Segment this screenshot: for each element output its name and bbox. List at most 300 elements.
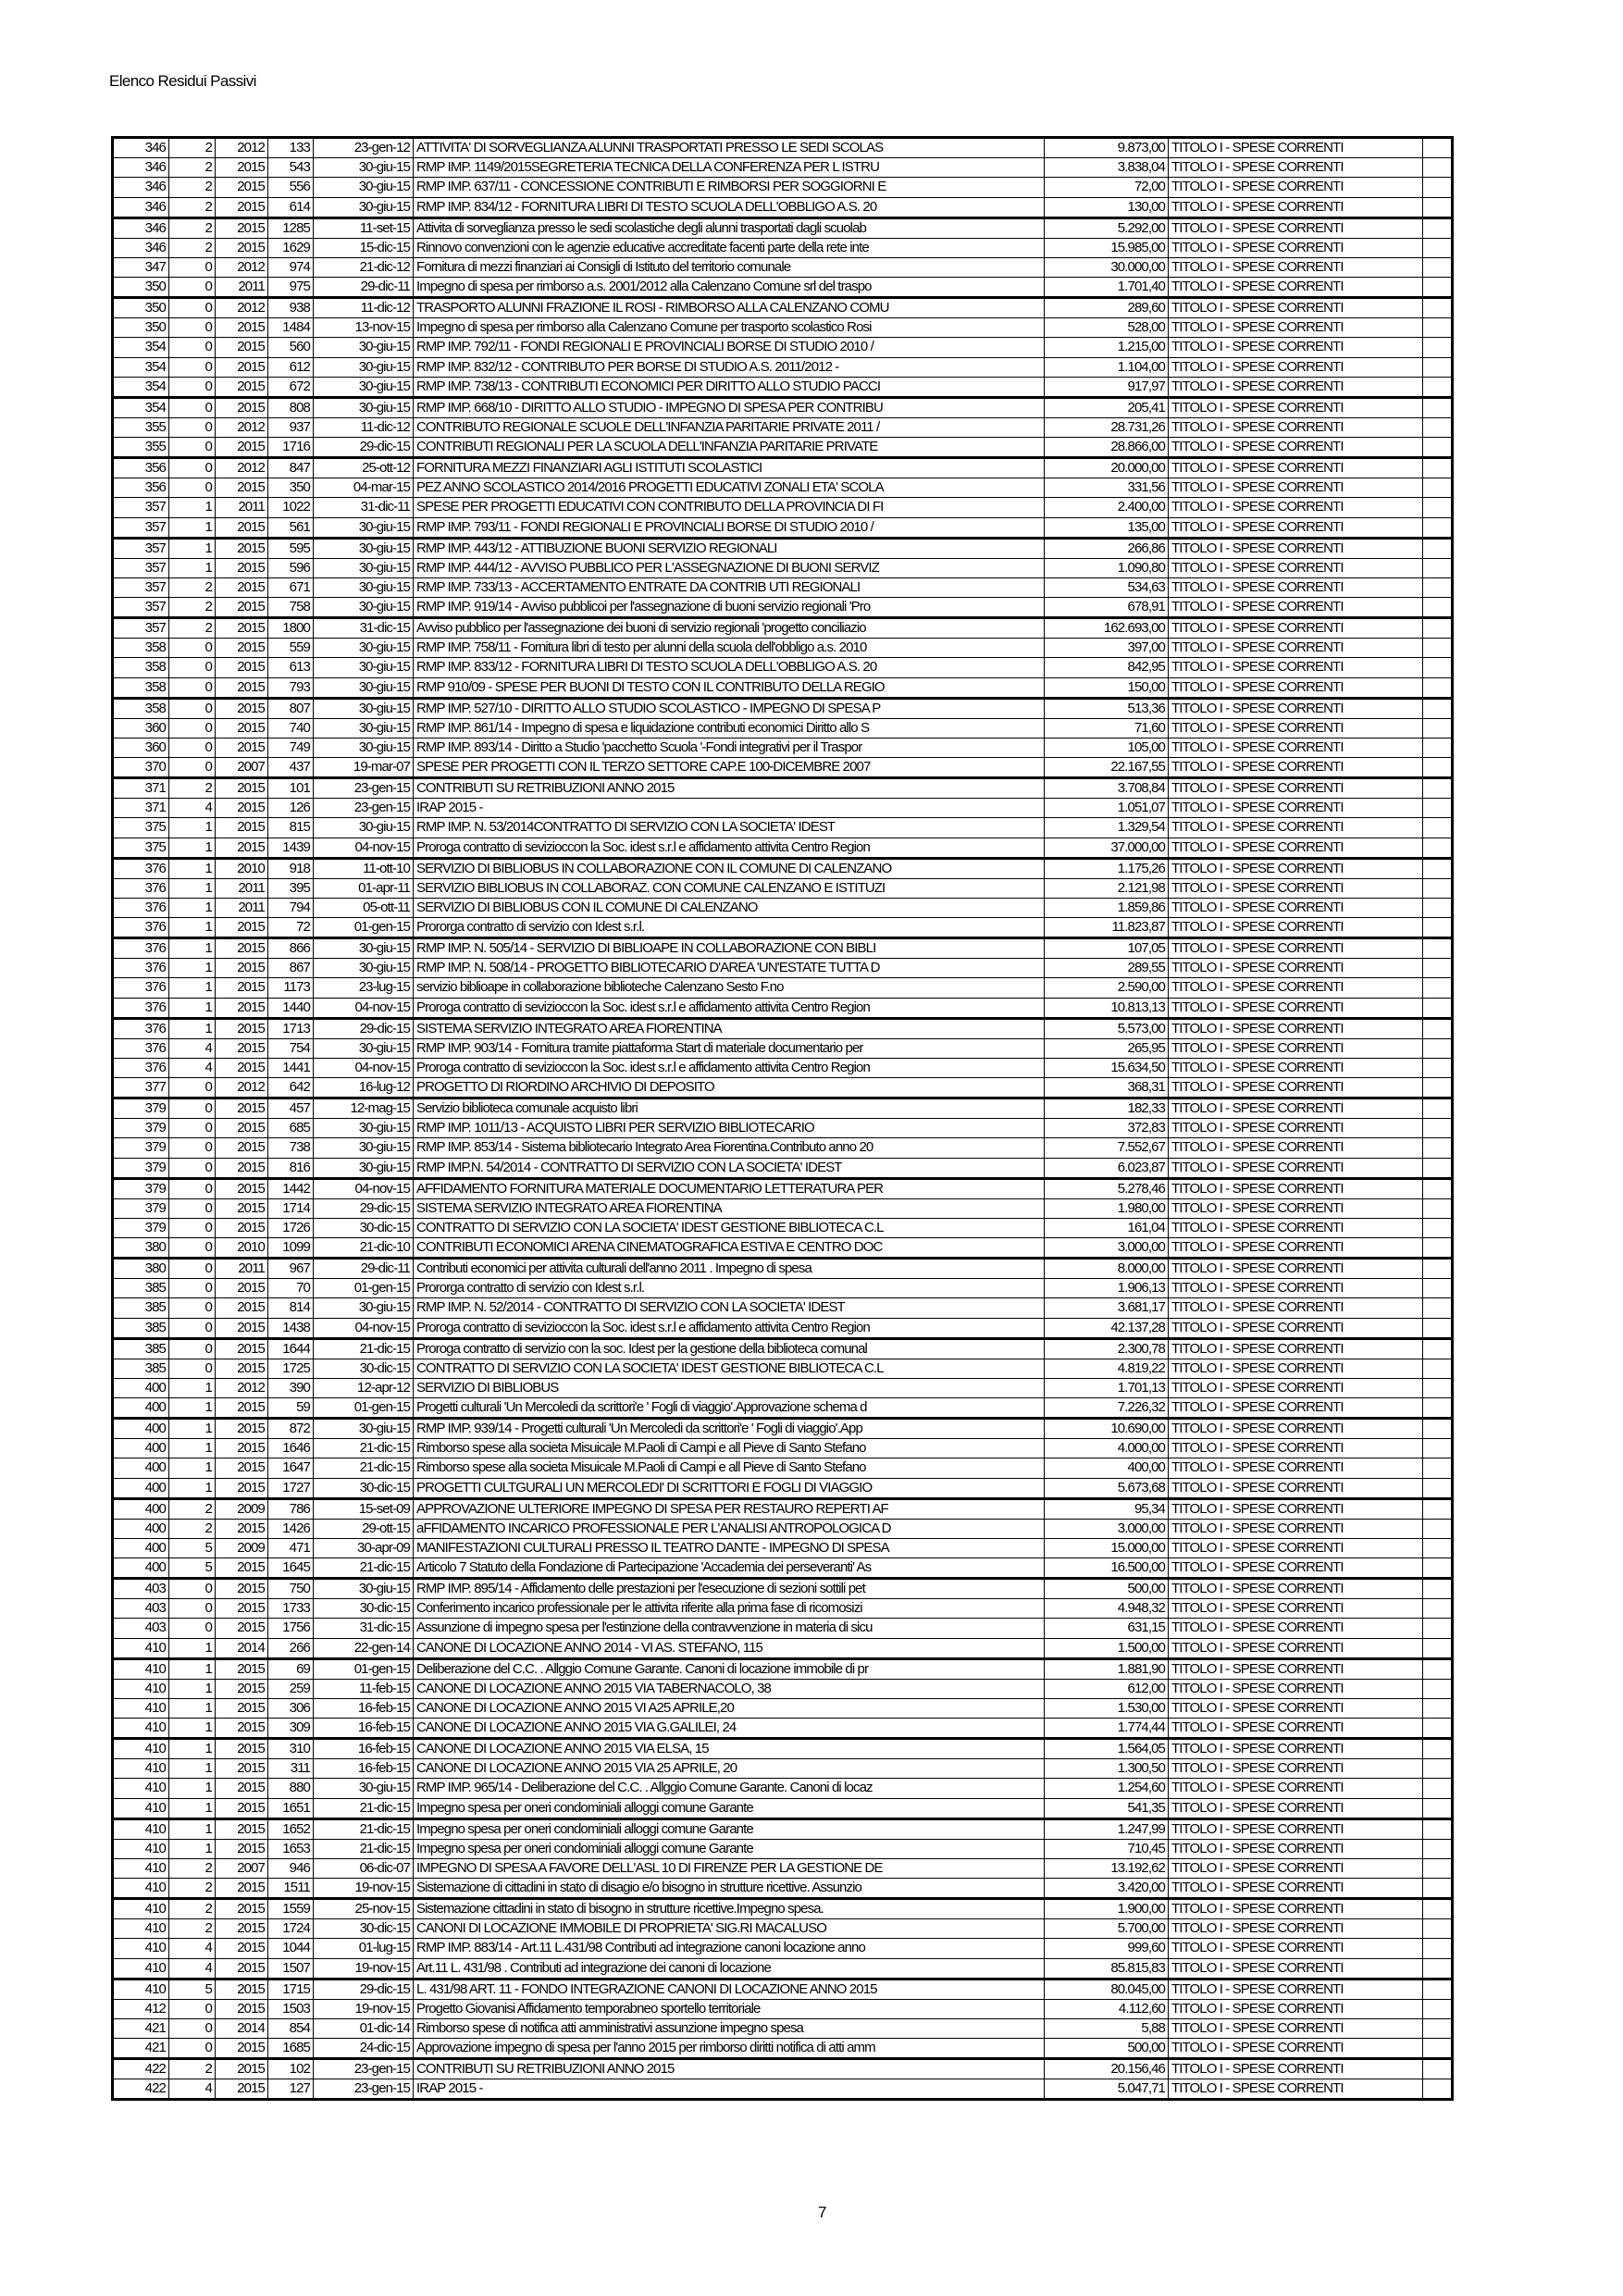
cell-titolo: TITOLO I - SPESE CORRENTI	[1169, 138, 1423, 158]
cell-anno: 2015	[216, 718, 268, 738]
cell-anno: 2015	[216, 1458, 268, 1478]
cell-articolo: 0	[169, 298, 216, 318]
cell-titolo: TITOLO I - SPESE CORRENTI	[1169, 778, 1423, 799]
cell-anno: 2015	[216, 1138, 268, 1158]
cell-data: 31-dic-11	[314, 498, 414, 517]
cell-anno: 2015	[216, 558, 268, 577]
table-row	[113, 758, 1453, 778]
table-row	[113, 178, 1453, 197]
cell-articolo: 0	[169, 1119, 216, 1138]
cell-capitolo: 357	[113, 598, 169, 618]
cell-anno: 2015	[216, 1658, 268, 1679]
table-row	[113, 238, 1453, 257]
cell-data: 21-dic-10	[314, 1238, 414, 1259]
cell-anno: 2007	[216, 1858, 268, 1878]
table-row	[113, 799, 1453, 818]
cell-impegno: 102	[268, 2059, 314, 2079]
cell-titolo: TITOLO I - SPESE CORRENTI	[1169, 357, 1423, 377]
cell-capitolo: 376	[113, 959, 169, 978]
cell-impegno: 1726	[268, 1218, 314, 1237]
cell-extra	[1423, 898, 1453, 917]
cell-titolo: TITOLO I - SPESE CORRENTI	[1169, 1919, 1423, 1939]
cell-data: 30-giu-15	[314, 1138, 414, 1158]
cell-articolo: 5	[169, 1979, 216, 1999]
cell-titolo: TITOLO I - SPESE CORRENTI	[1169, 1398, 1423, 1419]
cell-articolo: 4	[169, 799, 216, 818]
cell-articolo: 1	[169, 1658, 216, 1679]
cell-importo: 161,04	[1045, 1218, 1169, 1237]
cell-capitolo: 410	[113, 1958, 169, 1979]
cell-importo: 3.420,00	[1045, 1879, 1169, 1899]
table-row	[113, 1658, 1453, 1679]
cell-importo: 5.700,00	[1045, 1919, 1169, 1939]
cell-capitolo: 358	[113, 677, 169, 698]
cell-importo: 397,00	[1045, 639, 1169, 658]
cell-data: 30-giu-15	[314, 1038, 414, 1058]
cell-data: 30-giu-15	[314, 598, 414, 618]
table-row	[113, 878, 1453, 898]
cell-titolo: TITOLO I - SPESE CORRENTI	[1169, 1839, 1423, 1858]
cell-impegno: 69	[268, 1658, 314, 1679]
table-row	[113, 778, 1453, 799]
cell-capitolo: 357	[113, 498, 169, 517]
cell-extra	[1423, 538, 1453, 558]
cell-articolo: 0	[169, 458, 216, 478]
cell-capitolo: 421	[113, 2039, 169, 2059]
cell-impegno: 738	[268, 1138, 314, 1158]
table-row	[113, 197, 1453, 217]
cell-titolo: TITOLO I - SPESE CORRENTI	[1169, 1679, 1423, 1698]
cell-extra	[1423, 1899, 1453, 1919]
cell-data: 16-feb-15	[314, 1719, 414, 1739]
cell-data: 19-nov-15	[314, 1958, 414, 1979]
cell-articolo: 1	[169, 1378, 216, 1397]
cell-capitolo: 357	[113, 577, 169, 597]
cell-titolo: TITOLO I - SPESE CORRENTI	[1169, 2079, 1423, 2100]
cell-importo: 7.552,67	[1045, 1138, 1169, 1158]
table-row	[113, 938, 1453, 959]
cell-anno: 2015	[216, 1979, 268, 1999]
cell-importo: 162.693,00	[1045, 618, 1169, 639]
cell-extra	[1423, 1818, 1453, 1839]
cell-impegno: 612	[268, 357, 314, 377]
cell-data: 04-nov-15	[314, 1178, 414, 1198]
cell-descrizione: CONTRIBUTO REGIONALE SCUOLE DELL'INFANZIA PARITARIE PRIVATE 2011 /	[414, 417, 1045, 437]
table-row	[113, 158, 1453, 178]
cell-titolo: TITOLO I - SPESE CORRENTI	[1169, 397, 1423, 417]
cell-impegno: 1044	[268, 1939, 314, 1958]
table-row	[113, 1919, 1453, 1939]
cell-titolo: TITOLO I - SPESE CORRENTI	[1169, 377, 1423, 397]
cell-titolo: TITOLO I - SPESE CORRENTI	[1169, 1719, 1423, 1739]
cell-anno: 2015	[216, 1679, 268, 1698]
cell-articolo: 0	[169, 478, 216, 498]
cell-descrizione: Progetto Giovanisi Affidamento temporabneo sportello territoriale	[414, 1999, 1045, 2018]
cell-articolo: 2	[169, 1899, 216, 1919]
cell-anno: 2015	[216, 1198, 268, 1218]
table-row	[113, 1119, 1453, 1138]
cell-extra	[1423, 1619, 1453, 1638]
cell-descrizione: RMP IMP. N. 52/2014 - CONTRATTO DI SERVIZIO CON LA SOCIETA' IDEST	[414, 1298, 1045, 1318]
cell-importo: 1.254,60	[1045, 1779, 1169, 1798]
cell-anno: 2015	[216, 397, 268, 417]
cell-impegno: 866	[268, 938, 314, 959]
cell-articolo: 4	[169, 1939, 216, 1958]
cell-extra	[1423, 1198, 1453, 1218]
cell-impegno: 561	[268, 517, 314, 538]
cell-articolo: 0	[169, 718, 216, 738]
cell-data: 30-dic-15	[314, 1359, 414, 1378]
cell-importo: 631,15	[1045, 1619, 1169, 1638]
cell-impegno: 1652	[268, 1818, 314, 1839]
cell-capitolo: 380	[113, 1238, 169, 1259]
table-row	[113, 1018, 1453, 1038]
cell-titolo: TITOLO I - SPESE CORRENTI	[1169, 898, 1423, 917]
cell-capitolo: 400	[113, 1419, 169, 1439]
cell-importo: 42.137,28	[1045, 1318, 1169, 1338]
cell-data: 29-dic-15	[314, 1018, 414, 1038]
cell-importo: 534,63	[1045, 577, 1169, 597]
cell-anno: 2015	[216, 598, 268, 618]
cell-capitolo: 376	[113, 1018, 169, 1038]
cell-anno: 2015	[216, 197, 268, 217]
cell-importo: 1.300,50	[1045, 1759, 1169, 1779]
cell-anno: 2015	[216, 1439, 268, 1458]
cell-articolo: 2	[169, 2059, 216, 2079]
cell-titolo: TITOLO I - SPESE CORRENTI	[1169, 978, 1423, 998]
table-row	[113, 918, 1453, 938]
cell-articolo: 1	[169, 1719, 216, 1739]
cell-articolo: 1	[169, 558, 216, 577]
cell-anno: 2015	[216, 318, 268, 338]
table-row	[113, 298, 1453, 318]
table-row	[113, 1579, 1453, 1599]
table-row	[113, 1238, 1453, 1259]
cell-data: 06-dic-07	[314, 1858, 414, 1878]
cell-titolo: TITOLO I - SPESE CORRENTI	[1169, 1999, 1423, 2018]
cell-importo: 372,83	[1045, 1119, 1169, 1138]
cell-anno: 2010	[216, 858, 268, 878]
cell-importo: 1.564,05	[1045, 1739, 1169, 1759]
cell-impegno: 937	[268, 417, 314, 437]
cell-importo: 8.000,00	[1045, 1259, 1169, 1279]
cell-articolo: 0	[169, 1198, 216, 1218]
cell-importo: 5.573,00	[1045, 1018, 1169, 1038]
cell-articolo: 0	[169, 1238, 216, 1259]
cell-descrizione: APPROVAZIONE ULTERIORE IMPEGNO DI SPESA PER RESTAURO REPERTI AF	[414, 1498, 1045, 1519]
cell-importo: 999,60	[1045, 1939, 1169, 1958]
cell-titolo: TITOLO I - SPESE CORRENTI	[1169, 1579, 1423, 1599]
cell-impegno: 867	[268, 959, 314, 978]
cell-descrizione: RMP IMP. 637/11 - CONCESSIONE CONTRIBUTI E RIMBORSI PER SOGGIORNI E	[414, 178, 1045, 197]
cell-articolo: 2	[169, 1858, 216, 1878]
cell-importo: 28.731,26	[1045, 417, 1169, 437]
cell-descrizione: Prororga contratto di servizio con Idest s.r.l.	[414, 1279, 1045, 1298]
table-row	[113, 1458, 1453, 1478]
cell-data: 11-dic-12	[314, 298, 414, 318]
cell-capitolo: 410	[113, 1979, 169, 1999]
cell-extra	[1423, 1439, 1453, 1458]
cell-titolo: TITOLO I - SPESE CORRENTI	[1169, 1458, 1423, 1478]
cell-capitolo: 357	[113, 618, 169, 639]
cell-data: 30-giu-15	[314, 1158, 414, 1178]
cell-descrizione: CONTRIBUTI REGIONALI PER LA SCUOLA DELL'INFANZIA PARITARIE PRIVATE	[414, 438, 1045, 458]
cell-importo: 1.215,00	[1045, 338, 1169, 357]
table-row	[113, 1899, 1453, 1919]
table-row	[113, 598, 1453, 618]
cell-data: 30-dic-15	[314, 1919, 414, 1939]
cell-descrizione: CONTRATTO DI SERVIZIO CON LA SOCIETA' IDEST GESTIONE BIBLIOTECA C.L	[414, 1359, 1045, 1378]
cell-descrizione: CANONE DI LOCAZIONE ANNO 2014 - VI AS. STEFANO, 115	[414, 1638, 1045, 1658]
cell-capitolo: 385	[113, 1318, 169, 1338]
cell-descrizione: IMPEGNO DI SPESA A FAVORE DELL'ASL 10 DI FIRENZE PER LA GESTIONE DE	[414, 1858, 1045, 1878]
cell-anno: 2015	[216, 1818, 268, 1839]
cell-articolo: 2	[169, 577, 216, 597]
cell-descrizione: RMP IMP. 792/11 - FONDI REGIONALI E PROVINCIALI BORSE DI STUDIO 2010 /	[414, 338, 1045, 357]
cell-titolo: TITOLO I - SPESE CORRENTI	[1169, 197, 1423, 217]
cell-anno: 2015	[216, 577, 268, 597]
cell-descrizione: IRAP 2015 -	[414, 799, 1045, 818]
cell-extra	[1423, 1138, 1453, 1158]
cell-descrizione: Impegno di spesa per rimborso alla Calenzano Comune per trasporto scolastico Rosi	[414, 318, 1045, 338]
cell-anno: 2015	[216, 1579, 268, 1599]
cell-articolo: 1	[169, 1798, 216, 1818]
cell-anno: 2015	[216, 1359, 268, 1378]
cell-importo: 15.000,00	[1045, 1538, 1169, 1558]
cell-descrizione: RMP IMP. N. 53/2014CONTRATTO DI SERVIZIO CON LA SOCIETA' IDEST	[414, 818, 1045, 838]
cell-impegno: 672	[268, 377, 314, 397]
cell-impegno: 1645	[268, 1558, 314, 1579]
table-row	[113, 458, 1453, 478]
cell-extra	[1423, 658, 1453, 677]
cell-impegno: 642	[268, 1078, 314, 1098]
cell-descrizione: Rimborso spese di notifica atti amministrativi assunzione impegno spesa	[414, 2018, 1045, 2038]
cell-data: 30-giu-15	[314, 357, 414, 377]
cell-anno: 2015	[216, 1119, 268, 1138]
cell-articolo: 1	[169, 1638, 216, 1658]
cell-capitolo: 346	[113, 158, 169, 178]
cell-titolo: TITOLO I - SPESE CORRENTI	[1169, 2039, 1423, 2059]
cell-articolo: 1	[169, 938, 216, 959]
cell-titolo: TITOLO I - SPESE CORRENTI	[1169, 1338, 1423, 1359]
cell-data: 30-giu-15	[314, 738, 414, 757]
cell-data: 23-gen-15	[314, 799, 414, 818]
cell-titolo: TITOLO I - SPESE CORRENTI	[1169, 959, 1423, 978]
cell-capitolo: 358	[113, 698, 169, 718]
cell-extra	[1423, 438, 1453, 458]
cell-titolo: TITOLO I - SPESE CORRENTI	[1169, 238, 1423, 257]
cell-articolo: 4	[169, 1038, 216, 1058]
cell-articolo: 0	[169, 1218, 216, 1237]
cell-extra	[1423, 618, 1453, 639]
cell-titolo: TITOLO I - SPESE CORRENTI	[1169, 878, 1423, 898]
cell-articolo: 0	[169, 1619, 216, 1638]
cell-data: 30-giu-15	[314, 178, 414, 197]
cell-extra	[1423, 978, 1453, 998]
table-row	[113, 2018, 1453, 2038]
cell-capitolo: 355	[113, 417, 169, 437]
cell-importo: 289,60	[1045, 298, 1169, 318]
cell-articolo: 0	[169, 698, 216, 718]
cell-articolo: 5	[169, 1558, 216, 1579]
cell-importo: 72,00	[1045, 178, 1169, 197]
cell-anno: 2015	[216, 517, 268, 538]
cell-articolo: 0	[169, 1999, 216, 2018]
cell-importo: 5.673,68	[1045, 1478, 1169, 1498]
cell-articolo: 1	[169, 1679, 216, 1698]
cell-extra	[1423, 197, 1453, 217]
cell-anno: 2015	[216, 438, 268, 458]
cell-extra	[1423, 1038, 1453, 1058]
cell-impegno: 1439	[268, 838, 314, 858]
cell-descrizione: Impegno spesa per oneri condominiali alloggi comune Garante	[414, 1798, 1045, 1818]
table-row	[113, 639, 1453, 658]
cell-importo: 612,00	[1045, 1679, 1169, 1698]
cell-extra	[1423, 217, 1453, 238]
cell-capitolo: 410	[113, 1638, 169, 1658]
cell-data: 23-lug-15	[314, 978, 414, 998]
cell-articolo: 1	[169, 1018, 216, 1038]
cell-importo: 289,55	[1045, 959, 1169, 978]
cell-titolo: TITOLO I - SPESE CORRENTI	[1169, 618, 1423, 639]
cell-impegno: 126	[268, 799, 314, 818]
cell-extra	[1423, 1719, 1453, 1739]
cell-descrizione: RMP IMP. 668/10 - DIRITTO ALLO STUDIO - IMPEGNO DI SPESA PER CONTRIBU	[414, 397, 1045, 417]
table-row	[113, 2039, 1453, 2059]
table-row	[113, 1818, 1453, 1839]
cell-extra	[1423, 998, 1453, 1018]
cell-impegno: 559	[268, 639, 314, 658]
cell-data: 05-ott-11	[314, 898, 414, 917]
cell-anno: 2015	[216, 959, 268, 978]
cell-extra	[1423, 1958, 1453, 1979]
cell-data: 30-giu-15	[314, 558, 414, 577]
cell-anno: 2015	[216, 838, 268, 858]
cell-extra	[1423, 1058, 1453, 1077]
table-row	[113, 1178, 1453, 1198]
cell-extra	[1423, 2079, 1453, 2100]
cell-data: 19-nov-15	[314, 1879, 414, 1899]
cell-impegno: 1727	[268, 1478, 314, 1498]
cell-articolo: 0	[169, 417, 216, 437]
cell-articolo: 1	[169, 959, 216, 978]
table-row	[113, 698, 1453, 718]
cell-descrizione: RMP IMP.N. 54/2014 - CONTRATTO DI SERVIZIO CON LA SOCIETA' IDEST	[414, 1158, 1045, 1178]
cell-capitolo: 410	[113, 1798, 169, 1818]
cell-data: 30-giu-15	[314, 938, 414, 959]
cell-capitolo: 354	[113, 377, 169, 397]
cell-impegno: 59	[268, 1398, 314, 1419]
cell-extra	[1423, 318, 1453, 338]
cell-extra	[1423, 878, 1453, 898]
cell-impegno: 814	[268, 1298, 314, 1318]
table-row	[113, 1759, 1453, 1779]
cell-impegno: 1173	[268, 978, 314, 998]
cell-data: 11-ott-10	[314, 858, 414, 878]
cell-impegno: 880	[268, 1779, 314, 1798]
cell-titolo: TITOLO I - SPESE CORRENTI	[1169, 738, 1423, 757]
cell-impegno: 1653	[268, 1839, 314, 1858]
cell-data: 30-dic-15	[314, 1478, 414, 1498]
cell-anno: 2015	[216, 1558, 268, 1579]
cell-impegno: 614	[268, 197, 314, 217]
cell-importo: 1.104,00	[1045, 357, 1169, 377]
table-row	[113, 1698, 1453, 1718]
cell-impegno: 1733	[268, 1599, 314, 1619]
cell-impegno: 1507	[268, 1958, 314, 1979]
cell-impegno: 1800	[268, 618, 314, 639]
cell-capitolo: 376	[113, 1058, 169, 1077]
cell-extra	[1423, 1839, 1453, 1858]
cell-titolo: TITOLO I - SPESE CORRENTI	[1169, 1519, 1423, 1538]
table-row	[113, 1259, 1453, 1279]
cell-importo: 11.823,87	[1045, 918, 1169, 938]
cell-impegno: 1725	[268, 1359, 314, 1378]
table-row	[113, 1158, 1453, 1178]
cell-data: 01-gen-15	[314, 1279, 414, 1298]
cell-importo: 1.881,90	[1045, 1658, 1169, 1679]
cell-anno: 2015	[216, 1279, 268, 1298]
cell-descrizione: RMP IMP. 834/12 - FORNITURA LIBRI DI TESTO SCUOLA DELL'OBBLIGO A.S. 20	[414, 197, 1045, 217]
cell-importo: 266,86	[1045, 538, 1169, 558]
cell-extra	[1423, 178, 1453, 197]
cell-titolo: TITOLO I - SPESE CORRENTI	[1169, 1238, 1423, 1259]
table-row	[113, 498, 1453, 517]
cell-capitolo: 356	[113, 478, 169, 498]
cell-descrizione: Impegno spesa per oneri condominiali alloggi comune Garante	[414, 1818, 1045, 1839]
cell-capitolo: 360	[113, 738, 169, 757]
cell-descrizione: RMP IMP. 895/14 - Affidamento delle prestazioni per l'esecuzione di sezioni sottili pet	[414, 1579, 1045, 1599]
cell-importo: 2.590,00	[1045, 978, 1169, 998]
cell-importo: 3.000,00	[1045, 1519, 1169, 1538]
cell-capitolo: 421	[113, 2018, 169, 2038]
cell-extra	[1423, 1359, 1453, 1378]
cell-descrizione: Approvazione impegno di spesa per l'anno 2015 per rimborso diritti notifica di atti amm	[414, 2039, 1045, 2059]
page-number: 7	[818, 2203, 827, 2221]
table-row	[113, 718, 1453, 738]
cell-anno: 2015	[216, 1158, 268, 1178]
cell-titolo: TITOLO I - SPESE CORRENTI	[1169, 1198, 1423, 1218]
cell-data: 30-giu-15	[314, 1298, 414, 1318]
cell-extra	[1423, 257, 1453, 277]
cell-descrizione: RMP IMP. 832/12 - CONTRIBUTO PER BORSE DI STUDIO A.S. 2011/2012 -	[414, 357, 1045, 377]
cell-anno: 2015	[216, 1038, 268, 1058]
cell-data: 01-lug-15	[314, 1939, 414, 1958]
table-row	[113, 1599, 1453, 1619]
table-row	[113, 478, 1453, 498]
cell-impegno: 457	[268, 1098, 314, 1119]
cell-impegno: 133	[268, 138, 314, 158]
table-row	[113, 1098, 1453, 1119]
cell-titolo: TITOLO I - SPESE CORRENTI	[1169, 517, 1423, 538]
cell-capitolo: 376	[113, 858, 169, 878]
cell-descrizione: RMP IMP. N. 508/14 - PROGETTO BIBLIOTECARIO D'AREA 'UN'ESTATE TUTTA D	[414, 959, 1045, 978]
cell-articolo: 1	[169, 1779, 216, 1798]
cell-data: 29-dic-15	[314, 438, 414, 458]
cell-extra	[1423, 1939, 1453, 1958]
cell-data: 01-dic-14	[314, 2018, 414, 2038]
cell-extra	[1423, 718, 1453, 738]
cell-anno: 2015	[216, 1599, 268, 1619]
cell-descrizione: RMP IMP. N. 505/14 - SERVIZIO DI BIBLIOAPE IN COLLABORAZIONE CON BIBLI	[414, 938, 1045, 959]
cell-anno: 2015	[216, 357, 268, 377]
cell-anno: 2015	[216, 1698, 268, 1718]
cell-titolo: TITOLO I - SPESE CORRENTI	[1169, 1378, 1423, 1397]
cell-impegno: 309	[268, 1719, 314, 1739]
cell-extra	[1423, 1558, 1453, 1579]
cell-anno: 2015	[216, 178, 268, 197]
cell-descrizione: Sistemazione cittadini in stato di bisogno in strutture ricettive.Impegno spesa.	[414, 1899, 1045, 1919]
